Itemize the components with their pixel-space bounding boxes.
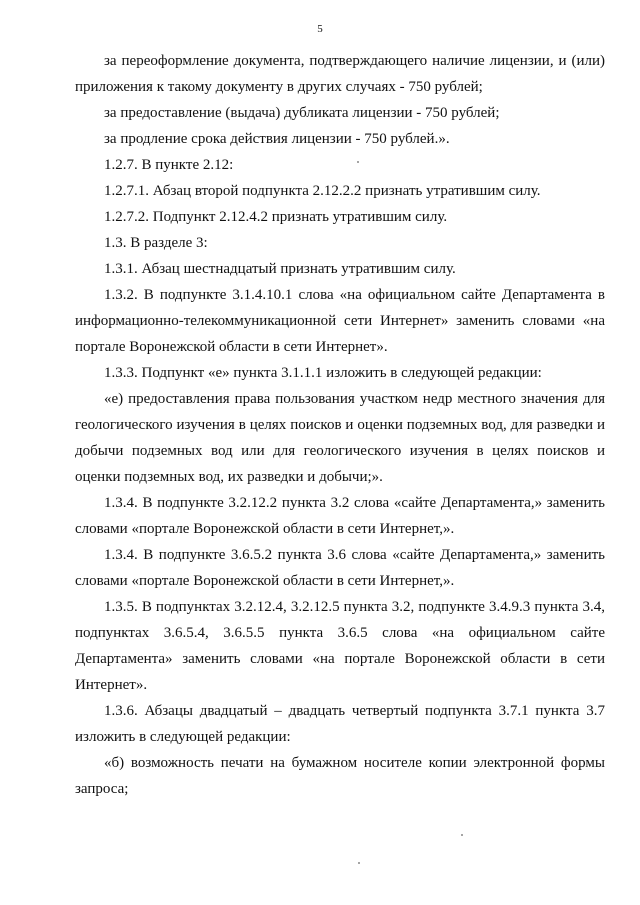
paragraph: за предоставление (выдача) дубликата лицензии - 750 рублей; [104, 105, 500, 121]
paragraph: 1.3.1. Абзац шестнадцатый признать утратившим силу. [104, 261, 456, 277]
paragraph: 1.3.6. Абзацы двадцатый – двадцать четвертый подпункта 3.7.1 пункта 3.7 изложить в следующей редакции: [75, 703, 605, 745]
scan-speck [358, 862, 360, 864]
paragraph: за продление срока действия лицензии - 750 рублей.». [104, 131, 450, 147]
document-body [75, 48, 605, 802]
paragraph: 1.3.4. В подпункте 3.2.12.2 пункта 3.2 слова «сайте Департамента,» заменить словами «портале Воронежской области в сети Интернет,». [75, 495, 605, 537]
paragraph: 1.3.3. Подпункт «е» пункта 3.1.1.1 изложить в следующей редакции: [104, 365, 542, 381]
page-number: 5 [317, 23, 323, 35]
paragraph: 1.2.7.1. Абзац второй подпункта 2.12.2.2 признать утратившим силу. [104, 183, 541, 199]
paragraph: 1.3. В разделе 3: [104, 235, 208, 251]
paragraph: «е) предоставления права пользования участком недр местного значения для геологического изучения в целях поисков и оценки подземных вод, для разведки и добычи подземных вод или для геологического изучения в целях поисков и оценки подземных вод, их разведки и добычи;». [75, 391, 605, 485]
paragraph: 1.3.5. В подпунктах 3.2.12.4, 3.2.12.5 пункта 3.2, подпункте 3.4.9.3 пункта 3.4, подпунктах 3.6.5.4, 3.6.5.5 пункта 3.6.5 слова «на официальном сайте Департамента» заменить словами «на портале Воронежской области в сети Интернет». [75, 599, 605, 693]
paragraph: 1.2.7.2. Подпункт 2.12.4.2 признать утратившим силу. [104, 209, 448, 225]
paragraph: 1.3.2. В подпункте 3.1.4.10.1 слова «на официальном сайте Департамента в информационно-телекоммуникационной сети Интернет» заменить словами «на портале Воронежской области в сети Интернет». [75, 287, 605, 355]
scan-speck [357, 161, 359, 163]
paragraph: 1.2.7. В пункте 2.12: [104, 157, 234, 173]
scan-speck [461, 834, 463, 836]
paragraph: «б) возможность печати на бумажном носителе копии электронной формы запроса; [75, 755, 605, 797]
paragraph: за переоформление документа, подтверждающего наличие лицензии, и (или) приложения к такому документу в других случаях - 750 рублей; [75, 53, 605, 95]
paragraph: 1.3.4. В подпункте 3.6.5.2 пункта 3.6 слова «сайте Департамента,» заменить словами «портале Воронежской области в сети Интернет,». [75, 547, 605, 589]
